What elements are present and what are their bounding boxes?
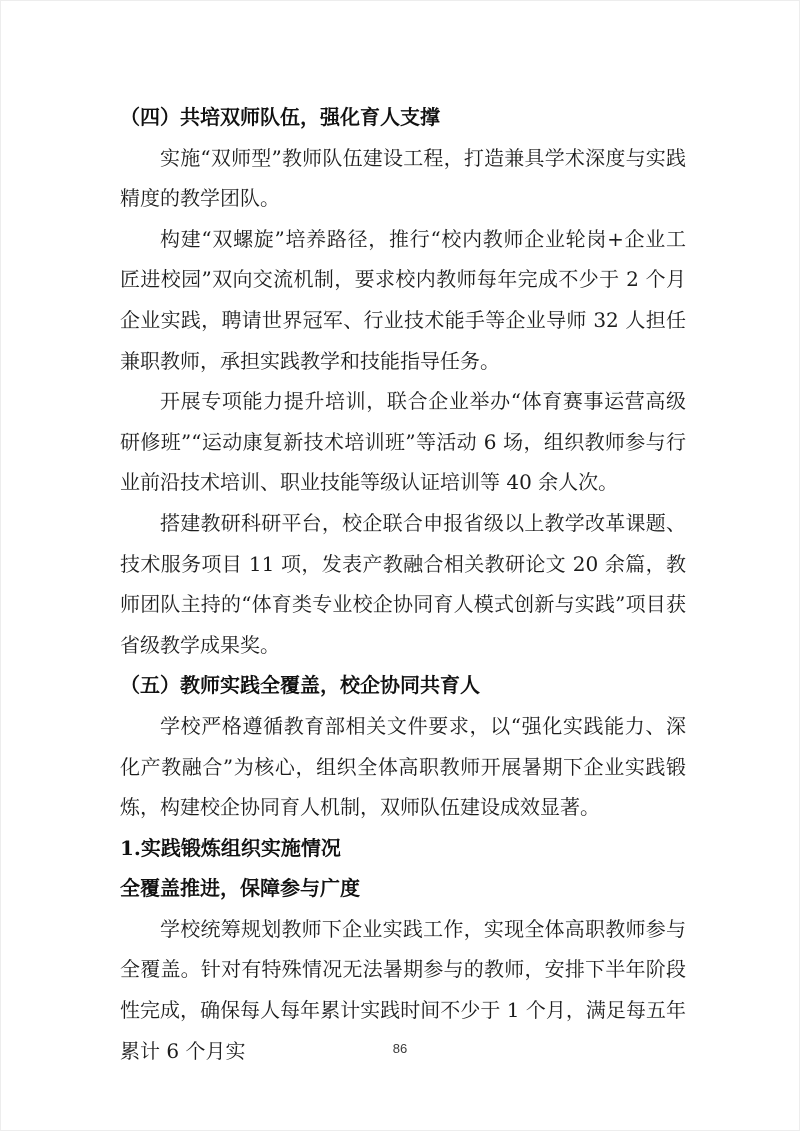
paragraph-policy-core: 学校严格遵循教育部相关文件要求，以“强化实践能力、深化产教融合”为核心，组织全体高职教师开展暑期下企业实践锻炼，构建校企协同育人机制，双师队伍建设成效显著。 <box>120 713 686 820</box>
paragraph-double-helix: 构建“双螺旋”培养路径，推行“校内教师企业轮岗+企业工匠进校园”双向交流机制，要求校内教师每年完成不少于 2 个月企业实践，聘请世界冠军、行业技术能手等企业导师 32 人担任兼职教师，承担实践教学和技能指导任务。 <box>120 226 686 373</box>
document-body <box>120 97 686 1071</box>
section-heading-5: （五）教师实践全覆盖，校企协同共育人 <box>120 673 480 698</box>
paragraph-coverage-plan: 学校统筹规划教师下企业实践工作，实现全体高职教师参与全覆盖。针对有特殊情况无法暑期参与的教师，安排下半年阶段性完成，确保每人每年累计实践时间不少于 1 个月，满足每五年累计 6 个月实 <box>120 916 686 1063</box>
paragraph-training: 开展专项能力提升培训，联合企业举办“体育赛事运营高级研修班”“运动康复新技术培训班”等活动 6 场，组织教师参与行业前沿技术培训、职业技能等级认证培训等 40 余人次。 <box>120 389 686 495</box>
subheading-full-coverage: 全覆盖推进，保障参与广度 <box>120 876 360 901</box>
page-number: 86 <box>392 1041 408 1056</box>
section-heading-4: （四）共培双师队伍，强化育人支撑 <box>120 105 440 129</box>
subheading-implementation: 1.实践锻炼组织实施情况 <box>120 835 341 860</box>
paragraph-dual-teachers: 实施“双师型”教师队伍建设工程，打造兼具学术深度与实践精度的教学团队。 <box>120 145 686 211</box>
paragraph-research: 搭建教研科研平台，校企联合申报省级以上教学改革课题、技术服务项目 11 项，发表产教融合相关教研论文 20 余篇，教师团队主持的“体育类专业校企协同育人模式创新与实践”项目获省级教学成果奖。 <box>120 510 686 657</box>
